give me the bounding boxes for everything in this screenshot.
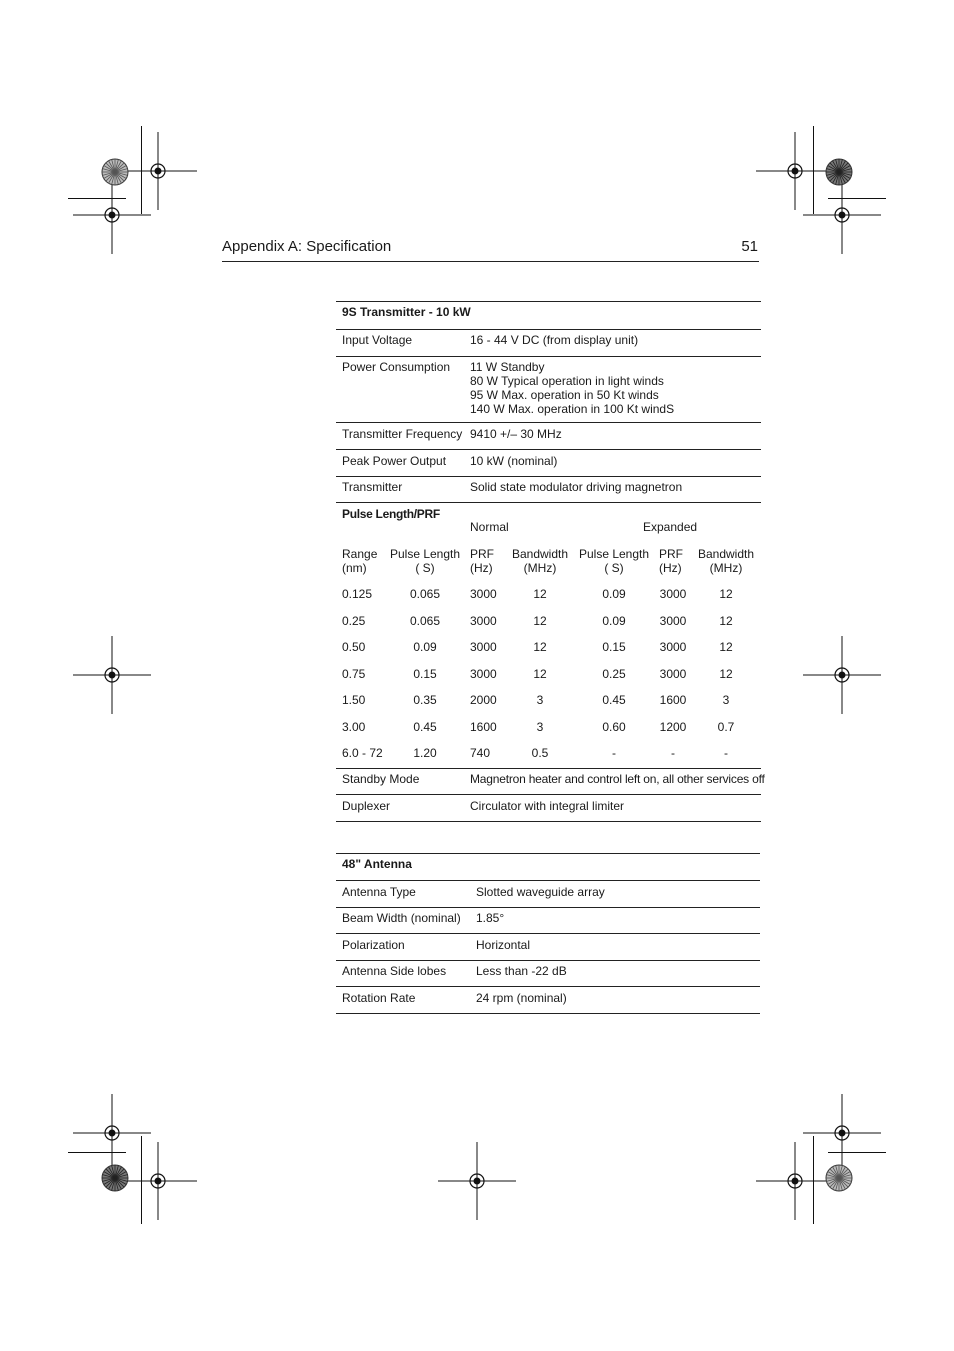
starburst-target-icon bbox=[824, 157, 854, 187]
crop-mark bbox=[828, 198, 886, 199]
pulse-column-header: PRF (Hz) bbox=[659, 547, 683, 575]
pulse-table-cell: 3.00 bbox=[342, 719, 366, 734]
transmitter-spec-table bbox=[336, 301, 765, 822]
registration-crosshair-icon bbox=[438, 1142, 516, 1220]
pulse-column-header: Pulse Length ( S) bbox=[389, 547, 461, 575]
pulse-column-header: Bandwidth (MHz) bbox=[511, 547, 569, 575]
table-rule bbox=[336, 502, 761, 503]
pulse-table-cell: 12 bbox=[719, 666, 733, 681]
registration-crosshair-icon bbox=[73, 636, 151, 714]
pulse-table-cell: 2000 bbox=[470, 693, 497, 707]
spec-value: Solid state modulator driving magnetron bbox=[470, 480, 683, 494]
table-rule bbox=[336, 449, 761, 450]
pulse-section-label: Pulse Length/PRF bbox=[342, 507, 440, 521]
pulse-table-cell: 3 bbox=[722, 693, 730, 707]
spec-label: Duplexer bbox=[342, 799, 391, 813]
pulse-table-cell: 1600 bbox=[470, 719, 497, 734]
pulse-table-cell: 0.125 bbox=[342, 587, 373, 601]
pulse-table-cell: 3 bbox=[536, 719, 544, 734]
spec-label: Rotation Rate bbox=[342, 991, 416, 1005]
table-rule bbox=[336, 821, 761, 822]
spec-label: Standby Mode bbox=[342, 772, 420, 786]
registration-crosshair-icon bbox=[803, 636, 881, 714]
pulse-table-cell: 3000 bbox=[659, 666, 687, 681]
table-rule bbox=[336, 880, 760, 881]
pulse-table-cell: 12 bbox=[719, 640, 733, 654]
table-rule bbox=[336, 907, 760, 908]
spec-label: Peak Power Output bbox=[342, 454, 447, 468]
starburst-target-icon bbox=[100, 1163, 130, 1193]
spec-value: Magnetron heater and control left on, all other services off bbox=[470, 772, 765, 786]
spec-value: 11 W Standby 80 W Typical operation in light winds 95 W Max. operation in 50 Kt winds 140 W Max. operation in 100 Kt windS bbox=[470, 360, 675, 416]
pulse-table-cell: 0.065 bbox=[409, 613, 441, 628]
spec-label: Beam Width (nominal) bbox=[342, 911, 461, 925]
table-rule bbox=[336, 853, 760, 854]
pulse-table-cell: 0.60 bbox=[602, 719, 626, 734]
spec-value: 9410 +/– 30 MHz bbox=[470, 427, 562, 441]
pulse-table-cell: 1.20 bbox=[413, 746, 437, 760]
pulse-table-cell: 740 bbox=[470, 746, 491, 760]
table-rule bbox=[336, 986, 760, 987]
spec-label: Power Consumption bbox=[342, 360, 451, 374]
pulse-table-cell: 3000 bbox=[659, 640, 687, 654]
crop-mark bbox=[141, 126, 142, 214]
pulse-table-cell: 12 bbox=[533, 587, 547, 601]
crop-mark bbox=[813, 126, 814, 214]
pulse-table-cell: 12 bbox=[719, 613, 733, 628]
pulse-table-cell: 0.7 bbox=[717, 719, 735, 734]
pulse-table-cell: 1600 bbox=[659, 693, 687, 707]
pulse-table-cell: - bbox=[724, 746, 728, 760]
spec-value: Slotted waveguide array bbox=[476, 885, 605, 899]
spec-value: Circulator with integral limiter bbox=[470, 799, 625, 813]
running-header-title: Appendix A: Specification bbox=[222, 238, 392, 255]
pulse-column-header: Range (nm) bbox=[342, 547, 378, 575]
registration-crosshair-icon bbox=[119, 1142, 197, 1220]
pulse-table-cell: 3000 bbox=[470, 666, 497, 681]
pulse-table-cell: 3000 bbox=[470, 587, 497, 601]
pulse-table-cell: 0.09 bbox=[602, 613, 626, 628]
pulse-table-cell: - bbox=[671, 746, 675, 760]
pulse-table-cell: 1.50 bbox=[342, 693, 366, 707]
pulse-table-cell: 0.25 bbox=[602, 666, 626, 681]
pulse-table-cell: 0.15 bbox=[413, 666, 437, 681]
pulse-table-cell: 0.45 bbox=[413, 719, 437, 734]
pulse-table-cell: - bbox=[612, 746, 616, 760]
pulse-table-cell: 0.09 bbox=[602, 587, 626, 601]
page-number: 51 bbox=[741, 238, 758, 255]
pulse-table-cell: 12 bbox=[533, 666, 547, 681]
pulse-table-cell: 0.50 bbox=[342, 640, 366, 654]
pulse-table-cell: 3000 bbox=[470, 640, 497, 654]
pulse-table-cell: 0.15 bbox=[602, 640, 626, 654]
spec-label: Polarization bbox=[342, 938, 405, 952]
spec-value: 1.85° bbox=[476, 911, 505, 925]
spec-label: Input Voltage bbox=[342, 333, 413, 347]
spec-label: Antenna Type bbox=[342, 885, 416, 899]
pulse-table-cell: 3000 bbox=[470, 613, 497, 628]
pulse-table-cell: 0.065 bbox=[409, 587, 441, 601]
table-rule bbox=[336, 1013, 760, 1014]
registration-crosshair-icon bbox=[73, 176, 151, 254]
table-rule bbox=[336, 301, 761, 302]
antenna-spec-table bbox=[336, 853, 760, 1014]
pulse-table-cell: 0.09 bbox=[413, 640, 437, 654]
spec-value: 24 rpm (nominal) bbox=[476, 991, 567, 1005]
pulse-table-cell: 3000 bbox=[659, 613, 687, 628]
pulse-table-cell: 0.45 bbox=[602, 693, 626, 707]
table-rule bbox=[336, 329, 761, 330]
pulse-table-cell: 12 bbox=[533, 640, 547, 654]
pulse-table-cell: 0.75 bbox=[342, 666, 366, 681]
registration-crosshair-icon bbox=[803, 176, 881, 254]
starburst-target-icon bbox=[100, 157, 130, 187]
spec-label: Antenna Side lobes bbox=[342, 964, 447, 978]
spec-value: Less than -22 dB bbox=[476, 964, 567, 978]
table-rule bbox=[336, 356, 761, 357]
pulse-table-cell: 3 bbox=[536, 693, 544, 707]
spec-label: Transmitter bbox=[342, 480, 403, 494]
crop-mark bbox=[813, 1136, 814, 1224]
pulse-column-header: PRF (Hz) bbox=[470, 547, 494, 575]
table-rule bbox=[336, 476, 761, 477]
pulse-column-header: Pulse Length ( S) bbox=[578, 547, 650, 575]
starburst-target-icon bbox=[824, 1163, 854, 1193]
header-rule bbox=[222, 261, 759, 262]
pulse-table-cell: 0.5 bbox=[531, 746, 549, 760]
crop-mark bbox=[828, 1152, 886, 1153]
pulse-table-cell: 0.35 bbox=[413, 693, 437, 707]
table-title: 9S Transmitter - 10 kW bbox=[342, 305, 471, 319]
pulse-table-cell: 1200 bbox=[659, 719, 687, 734]
pulse-column-header: Bandwidth (MHz) bbox=[697, 547, 755, 575]
table-title: 48" Antenna bbox=[342, 857, 412, 871]
spec-value: 16 - 44 V DC (from display unit) bbox=[470, 333, 639, 347]
crop-mark bbox=[68, 1152, 126, 1153]
pulse-table-cell: 0.25 bbox=[342, 613, 366, 628]
pulse-table-cell: 12 bbox=[533, 613, 547, 628]
spec-value: 10 kW (nominal) bbox=[470, 454, 558, 468]
table-rule bbox=[336, 768, 761, 769]
spec-value: Horizontal bbox=[476, 938, 531, 952]
table-rule bbox=[336, 960, 760, 961]
pulse-table-cell: 3000 bbox=[659, 587, 687, 601]
crop-mark bbox=[141, 1136, 142, 1224]
registration-crosshair-icon bbox=[756, 1142, 834, 1220]
table-rule bbox=[336, 933, 760, 934]
pulse-table-cell: 12 bbox=[719, 587, 733, 601]
table-rule bbox=[336, 794, 761, 795]
group-normal-label: Normal bbox=[470, 520, 509, 534]
pulse-table-cell: 6.0 - 72 bbox=[342, 746, 383, 760]
spec-label: Transmitter Frequency bbox=[342, 427, 463, 441]
crop-mark bbox=[68, 198, 126, 199]
table-rule bbox=[336, 422, 761, 423]
group-expanded-label: Expanded bbox=[643, 520, 698, 534]
